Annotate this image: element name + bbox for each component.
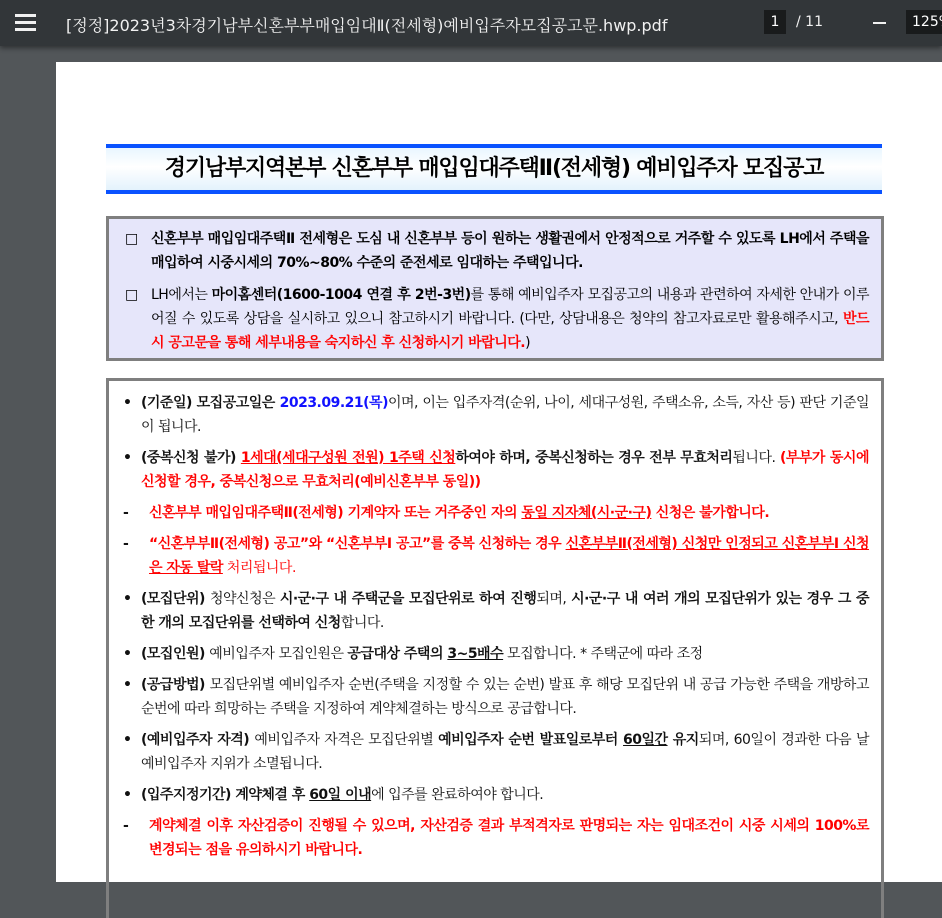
item-text: 되며, [536, 591, 572, 607]
item-text: 합니다. [340, 615, 384, 631]
item-text: 3~5배수 [447, 646, 504, 662]
page-number-input[interactable] [764, 10, 786, 34]
item-dash-duplicate-notice [123, 532, 869, 580]
item-text: 신혼부부 매입임대주택Ⅱ(전세형) 기계약자 또는 거주중인 자의 [149, 505, 522, 521]
document-title: [정정]2023년3차경기남부신혼부부매입임대Ⅱ(전세형)예비입주자모집공고문.hwp.pdf [66, 16, 668, 35]
item-text: (모집단위) [141, 591, 210, 607]
item-text: 됩니다. [732, 450, 780, 466]
item-text: 예비입주자 모집인원은 [209, 646, 348, 662]
item-text: (입주지정기간) 계약체결 후 [141, 787, 310, 803]
item-text: 신청은 불가합니다. [651, 505, 770, 521]
item-text: 2023.09.21(목) [279, 395, 388, 411]
item-text: 청약신청은 [210, 591, 280, 607]
main-notice-box [106, 378, 884, 918]
item-duplicate-apply [123, 446, 869, 494]
item-text: 하여야 하며, 중복신청하는 경우 전부 무효처리 [455, 450, 733, 466]
dash-marker-icon: - [123, 536, 129, 552]
bullet-icon: • [123, 677, 132, 693]
checkbox-square-icon: □ [125, 287, 138, 303]
item-recruit-count [123, 642, 869, 666]
item-waitlist-status [123, 728, 869, 776]
item-text: (중복신청 불가) [141, 450, 241, 466]
item-text: (모집인원) [141, 646, 210, 662]
intro-text-2a: LH에서는 [151, 287, 212, 303]
menu-icon[interactable] [14, 12, 38, 34]
item-text: (공급방법) [141, 677, 210, 693]
dash-marker-icon: - [123, 505, 129, 521]
item-dash-same-district [123, 501, 869, 525]
intro-text-2b: 마이홈센터(1600-1004 연결 후 2번-3번) [211, 287, 471, 303]
intro-text-1: 신혼부부 매입임대주택Ⅱ 전세형은 도심 내 신혼부부 등이 원하는 생활권에서 안정적으로 거주할 수 있도록 LH에서 주택을 매입하여 시중시세의 70%~80% 수준의 준전세로 임대하는 주택입니다. [151, 231, 869, 271]
checkbox-square-icon: □ [125, 231, 138, 247]
intro-box [106, 216, 884, 361]
intro-text-2d: 반드시 공고문을 통해 세부내용을 숙지하신 후 신청하시기 바랍니다. [151, 311, 869, 351]
item-move-in-period [123, 783, 869, 807]
item-text: 처리됩니다. [222, 560, 296, 576]
bullet-icon: • [123, 732, 132, 748]
bullet-icon: • [123, 591, 132, 607]
item-text: 시·군·구 내 주택군을 모집단위로 하여 진행 [279, 591, 537, 607]
dash-marker-icon: - [123, 818, 129, 834]
pdf-toolbar [0, 0, 942, 46]
item-text: 예비입주자 자격은 모집단위별 [254, 732, 439, 748]
bullet-icon: • [123, 450, 132, 466]
item-recruit-unit [123, 587, 869, 635]
intro-paragraph-1 [125, 227, 869, 275]
item-text: 계약체결 이후 자산검증이 진행될 수 있으며, 자산검증 결과 부적격자로 판명되는 자는 임대조건이 시중 시세의 100%로 변경되는 점을 유의하시기 바랍니다. [149, 818, 869, 858]
bullet-icon: • [123, 787, 132, 803]
item-text: 신혼부부Ⅱ(전세형) 신청만 인정되고 신혼부부Ⅰ 신청은 자동 탈락 [149, 536, 870, 576]
item-text: (기준일) 모집공고일은 [141, 395, 280, 411]
banner-title: 경기남부지역본부 신혼부부 매입임대주택Ⅱ(전세형) 예비입주자 모집공고 [164, 156, 824, 181]
item-text: 되며, 60일이 경과한 다음 날 예비입주자 지위가 소멸됩니다. [141, 732, 869, 772]
item-text: 60일 이내 [309, 787, 372, 803]
item-text: 공급대상 주택의 [347, 646, 448, 662]
item-text: “신혼부부Ⅱ(전세형) 공고”와 “신혼부부Ⅰ 공고”를 중복 신청하는 경우 [149, 536, 566, 552]
page-total: / 11 [796, 14, 823, 30]
item-text: 1세대(세대구성원 전원) 1주택 신청 [240, 450, 456, 466]
item-text: 시·군·구 내 여러 개의 모집단위가 있는 경우 그 중 한 개의 모집단위를 선택하여 신청 [141, 591, 869, 631]
item-dash-asset-check [123, 814, 869, 862]
item-text: (예비입주자 자격) [141, 732, 255, 748]
item-base-date [123, 391, 869, 439]
item-text: 에 입주를 완료하여야 합니다. [371, 787, 544, 803]
pdf-page [56, 62, 942, 882]
intro-text-2e: ) [525, 335, 531, 351]
item-text: 모집단위별 예비입주자 순번(주택을 지정할 수 있는 순번) 발표 후 해당 모집단위 내 공급 가능한 주택을 개방하고 순번에 따라 희망하는 주택을 지정하여 계약체결하는 방식으로 공급합니다. [141, 677, 869, 717]
item-supply-method [123, 673, 869, 721]
item-text: 이며, 이는 입주자격(순위, 나이, 세대구성원, 주택소유, 소득, 자산 등) 판단 기준일이 됩니다. [141, 395, 869, 435]
item-text: 예비입주자 순번 발표일로부터 [438, 732, 624, 748]
bullet-icon: • [123, 395, 132, 411]
zoom-out-icon[interactable] [866, 11, 892, 35]
item-text: (부부가 동시에 신청할 경우, 중복신청으로 무효처리(예비신혼부부 동일)) [141, 450, 869, 490]
item-text: 60일간 [623, 732, 668, 748]
item-text: 모집합니다. * 주택군에 따라 조정 [503, 646, 703, 662]
zoom-input[interactable] [906, 10, 942, 34]
item-text: 동일 지자체(시·군·구) [521, 505, 652, 521]
intro-text-2c: 를 통해 예비입주자 모집공고의 내용과 관련하여 자세한 안내가 이루어질 수 있도록 상담을 실시하고 있으니 참고하시기 바랍니다. (다만, 상담내용은 청약의 참고자료로만 활용해주시고, [151, 287, 869, 327]
item-text: 유지 [667, 732, 699, 748]
document-banner [106, 144, 882, 194]
bullet-icon: • [123, 646, 132, 662]
intro-paragraph-2 [125, 283, 869, 355]
